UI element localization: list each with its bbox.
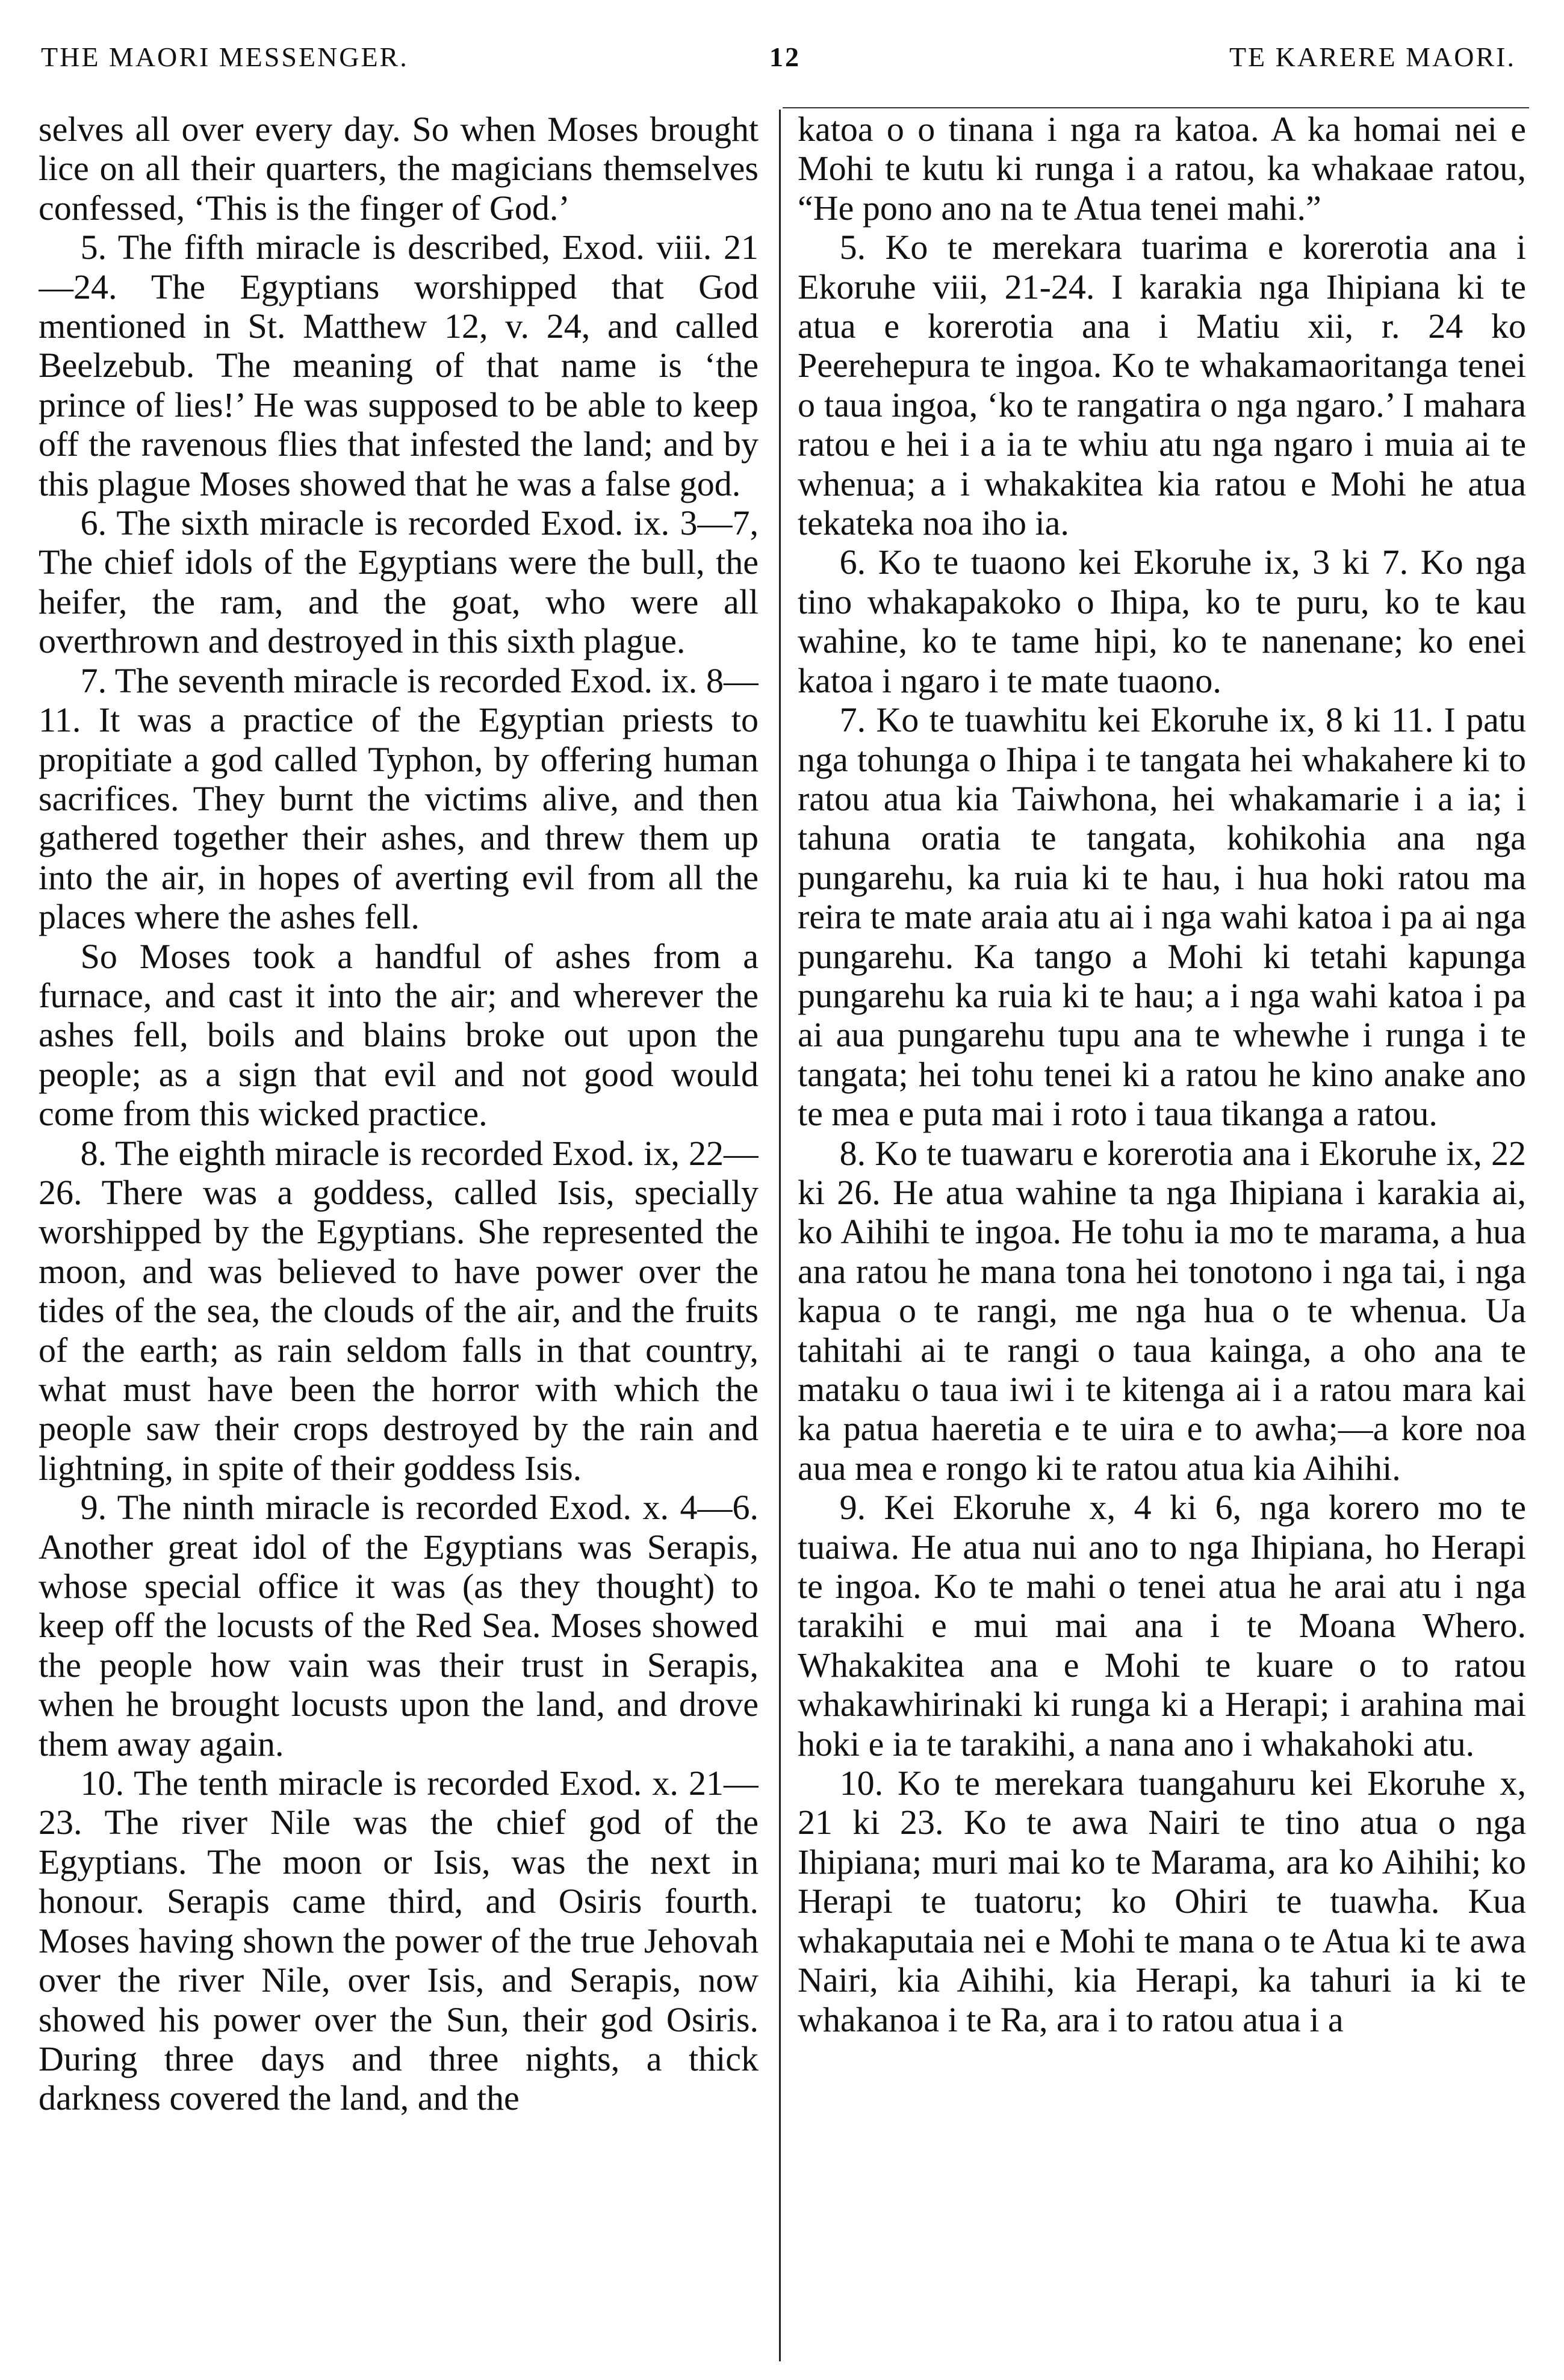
header-rule (783, 107, 1529, 108)
paragraph-tuawhitu: 7. Ko te tuawhitu kei Ekoruhe ix, 8 ki 11. I patu nga tohunga o Ihipa i te tangata hei whakahere ki to ratou atua kia Taiwhona, hei whakamarie i a ia; i tahuna oratia te tangata, kohikohia ana nga pungarehu, ka ruia ki te hau, i hua hoki ratou ma reira te mate araia atu ai i nga wahi katoa i pa ai nga pungarehu. Ka tango a Mohi ki tetahi kapunga pungarehu ka ruia ki te hau; a i nga wahi katoa i pa ai aua pungarehu tupu ana te whewhe i runga i te tangata; hei tohu tenei ki a ratou he kino anake ano te mea e puta mai i roto i taua tikanga a ratou. (798, 700, 1526, 1134)
paragraph-tuaiwa: 9. Kei Ekoruhe x, 4 ki 6, nga korero mo te tuaiwa. He atua nui ano to nga Ihipiana, ho Herapi te ingoa. Ko te mahi o tenei atua he arai atu i nga tarakihi e mui mai ana i te Moana Whero. Whakakitea ana e Mohi te kuare o to ratou whakawhirinaki ki runga ki a Herapi; i arahina mai hoki e ia te tarakihi, a nana ano i whakahoki atu. (798, 1488, 1526, 1763)
paragraph-tenth-miracle: 10. The tenth miracle is recorded Exod. x. 21—23. The river Nile was the chief god of the Egyptians. The moon or Isis, was the next in honour. Serapis came third, and Osiris fourth. Moses having shown the power of the true Jehovah over the river Nile, over Isis, and Serapis, now showed his power over the Sun, their god Osiris. During three days and three nights, a thick darkness covered the land, and the (39, 1763, 759, 2118)
paragraph-tuangahuru: 10. Ko te merekara tuangahuru kei Ekoruhe x, 21 ki 23. Ko te awa Nairi te tino atua o nga Ihipiana; muri mai ko te Marama, ara ko Aihihi; ko Herapi te tuatoru; ko Ohiri te tuawha. Kua whakaputaia nei e Mohi te mana o te Atua ki te awa Nairi, kia Aihihi, kia Herapi, ka tahuri ia ki te whakanoa i te Ra, ara i to ratou atua i a (798, 1763, 1526, 2039)
paragraph-continuation: katoa o o tinana i nga ra katoa. A ka homai nei e Mohi te kutu ki runga i a ratou, ka whakaae ratou, “He pono ano na te Atua tenei mahi.” (798, 110, 1526, 228)
paragraph-tuawaru: 8. Ko te tuawaru e korerotia ana i Ekoruhe ix, 22 ki 26. He atua wahine ta nga Ihipiana i karakia ai, ko Aihihi te ingoa. He tohu ia mo te marama, a hua ana ratou he mana tona hei tonotono i nga tai, i nga kapua o te rangi, me nga hua o te whenua. Ua tahitahi ai te rangi o taua kainga, a oho ana te mataku o taua iwi i te kitenga ai i a ratou mara kai ka patua haeretia e te uira e to awha;—a kore noa aua mea e rongo ki te ratou atua kia Aihihi. (798, 1133, 1526, 1488)
paragraph-sixth-miracle: 6. The sixth miracle is recorded Exod. ix. 3—7, The chief idols of the Egyptians were the bull, the heifer, the ram, and the goat, who were all overthrown and destroyed in this sixth plague. (39, 503, 759, 661)
paragraph-tuaono: 6. Ko te tuaono kei Ekoruhe ix, 3 ki 7. Ko nga tino whakapakoko o Ihipa, ko te puru, ko te kau wahine, ko te tame hipi, ko te nanenane; ko enei katoa i ngaro i te mate tuaono. (798, 542, 1526, 700)
paragraph-seventh-miracle-cont: So Moses took a handful of ashes from a furnace, and cast it into the air; and wherever the ashes fell, boils and blains broke out upon the people; as a sign that evil and not good would come from this wicked practice. (39, 936, 759, 1134)
maori-column (798, 110, 1526, 2337)
paragraph-seventh-miracle: 7. The seventh miracle is recorded Exod. ix. 8—11. It was a practice of the Egyptian priests to propitiate a god called Typhon, by offering human sacrifices. They burnt the victims alive, and then gathered together their ashes, and threw them up into the air, in hopes of averting evil from all the places where the ashes fell. (39, 660, 759, 937)
paragraph-continuation: selves all over every day. So when Moses brought lice on all their quarters, the magicians themselves confessed, ‘This is the finger of God.’ (39, 110, 759, 228)
paragraph-tuarima: 5. Ko te merekara tuarima e korerotia ana i Ekoruhe viii, 21-24. I karakia nga Ihipiana ki te atua e korerotia ana i Matiu xii, r. 24 ko Peerehepura te ingoa. Ko te whakamaoritanga tenei o taua ingoa, ‘ko te rangatira o nga ngaro.’ I mahara ratou e hei i a ia te whiu atu nga ngaro i muia ai te whenua; a i whakakitea kia ratou e Mohi he atua tekateka noa iho ia. (798, 228, 1526, 543)
page-number: 12 (769, 42, 801, 72)
running-title-maori: TE KARERE MAORI. (1229, 42, 1516, 72)
paragraph-ninth-miracle: 9. The ninth miracle is recorded Exod. x. 4—6. Another great idol of the Egyptians was Serapis, whose special office it was (as they thought) to keep off the locusts of the Red Sea. Moses showed the people how vain was their trust in Serapis, when he brought locusts upon the land, and drove them away again. (39, 1488, 759, 1763)
paragraph-eighth-miracle: 8. The eighth miracle is recorded Exod. ix, 22—26. There was a goddess, called Isis, specially worshipped by the Egyptians. She represented the moon, and was believed to have power over the tides of the sea, the clouds of the air, and the fruits of the earth; as rain seldom falls in that country, what must have been the horror with which the people saw their crops destroyed by the rain and lightning, in spite of their goddess Isis. (39, 1133, 759, 1488)
paragraph-fifth-miracle: 5. The fifth miracle is described, Exod. viii. 21—24. The Egyptians worshipped that God mentioned in St. Matthew 12, v. 24, and called Beelzebub. The meaning of that name is ‘the prince of lies!’ He was supposed to be able to keep off the ravenous flies that infested the land; and by this plague Moses showed that he was a false god. (39, 228, 759, 503)
running-title-english: THE MAORI MESSENGER. (41, 42, 409, 72)
page-header (36, 41, 1528, 83)
english-column (39, 110, 759, 2337)
column-divider (779, 110, 781, 2361)
